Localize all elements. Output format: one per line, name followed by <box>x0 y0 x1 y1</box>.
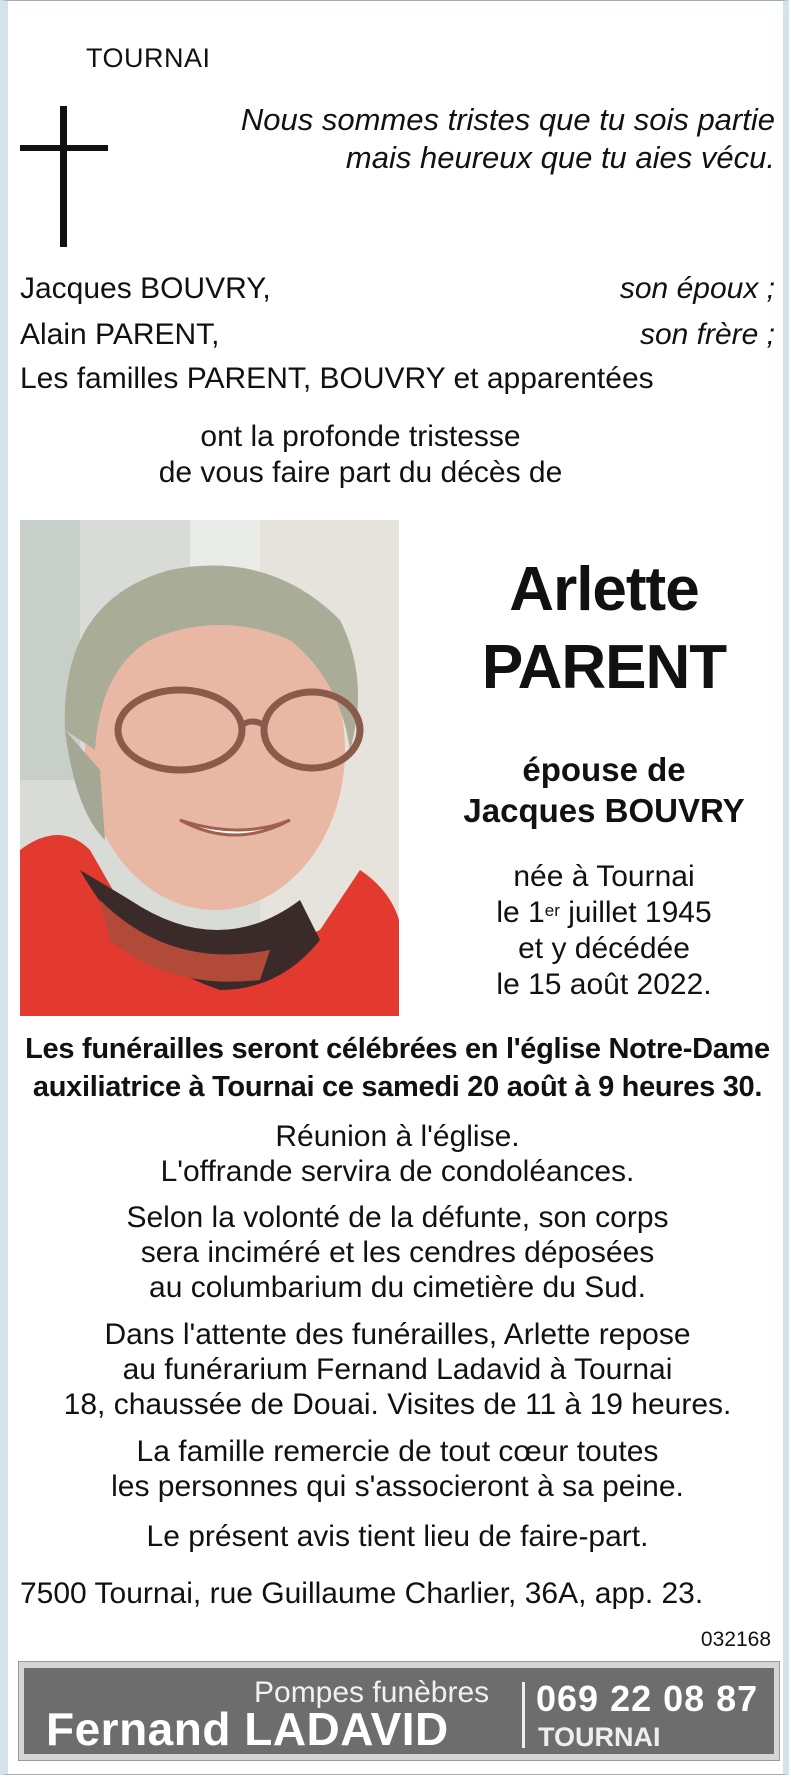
spouse-line: épouse de <box>522 751 686 788</box>
company-city: TOURNAI <box>538 1722 661 1752</box>
reference-number: 032168 <box>700 1628 771 1651</box>
funeral-line: auxiliatrice à Tournai ce samedi 20 août à 9 heures 30. <box>32 1071 763 1103</box>
paragraph-faire-part <box>20 1519 775 1554</box>
cross-vertical <box>60 106 67 247</box>
family-row <box>20 271 775 307</box>
paragraph-cremation <box>20 1200 775 1305</box>
life-dates <box>432 859 776 1003</box>
deceased-name <box>432 551 776 707</box>
paragraph-line: Le présent avis tient lieu de faire-part. <box>146 1520 649 1553</box>
paragraph-line: Selon la volonté de la défunte, son corps <box>126 1201 669 1234</box>
family-address: 7500 Tournai, rue Guillaume Charlier, 36A, app. 23. <box>20 1577 704 1610</box>
quote-line: Nous sommes tristes que tu sois partie <box>240 102 775 137</box>
paragraph-line: Dans l'attente des funérailles, Arlette repose <box>104 1318 691 1351</box>
announce-line: de vous faire part du décès de <box>158 456 563 489</box>
epitaph-quote <box>135 101 775 177</box>
service-label: Pompes funèbres <box>254 1676 490 1709</box>
paragraph-line: sera inciméré et les cendres déposées <box>140 1236 655 1269</box>
funeral-line: Les funérailles seront célébrées en l'église Notre-Dame <box>25 1033 770 1065</box>
family-row <box>20 361 775 397</box>
header-city: TOURNAI <box>86 43 211 73</box>
birth-date-prefix: le 1 <box>496 896 545 929</box>
birth-date <box>432 895 776 931</box>
family-name: Alain PARENT, <box>20 318 220 351</box>
announcement <box>8 419 783 491</box>
paragraph-reunion <box>20 1119 775 1189</box>
family-relation: son frère ; <box>639 318 775 351</box>
family-row <box>20 317 775 353</box>
paragraph-line: La famille remercie de tout cœur toutes <box>136 1435 659 1468</box>
paragraph-line: L'offrande servira de condoléances. <box>160 1155 635 1188</box>
paragraph-thanks <box>20 1434 775 1504</box>
death-date: le 15 août 2022. <box>496 968 712 1001</box>
banner-divider <box>522 1682 525 1748</box>
paragraph-line: au funérarium Fernand Ladavid à Tournai <box>122 1353 673 1386</box>
family-name: Les familles PARENT, BOUVRY et apparentées <box>20 362 654 395</box>
death-place: et y décédée <box>518 932 690 965</box>
spouse-info <box>432 749 776 831</box>
family-relation: son époux ; <box>619 272 775 305</box>
birth-place: née à Tournai <box>513 860 695 893</box>
birth-date-rest: juillet 1945 <box>559 896 712 929</box>
paragraph-line: au columbarium du cimetière du Sud. <box>149 1271 646 1304</box>
family-name: Jacques BOUVRY, <box>20 272 271 305</box>
deceased-last-name: PARENT <box>481 633 727 702</box>
birth-date-ordinal: er <box>544 901 560 920</box>
paragraph-line: 18, chaussée de Douai. Visites de 11 à 19 heures. <box>63 1388 732 1421</box>
phone-number: 069 22 08 87 <box>536 1678 759 1719</box>
paragraph-line: les personnes qui s'associeront à sa peine. <box>111 1470 684 1503</box>
quote-line: mais heureux que tu aies vécu. <box>345 140 775 175</box>
paragraph-line: Réunion à l'église. <box>275 1120 520 1153</box>
announce-line: ont la profonde tristesse <box>200 420 521 453</box>
banner-inner <box>24 1668 774 1754</box>
portrait-illustration <box>20 520 399 1016</box>
spouse-line: Jacques BOUVRY <box>463 792 745 829</box>
cross-horizontal <box>20 145 108 151</box>
funeral-info <box>20 1030 775 1106</box>
deceased-first-name: Arlette <box>509 555 699 624</box>
paragraph-visits <box>20 1317 775 1422</box>
funeral-home-banner <box>18 1661 780 1761</box>
company-name: Fernand LADAVID <box>46 1703 449 1755</box>
deceased-photo <box>20 520 399 1016</box>
